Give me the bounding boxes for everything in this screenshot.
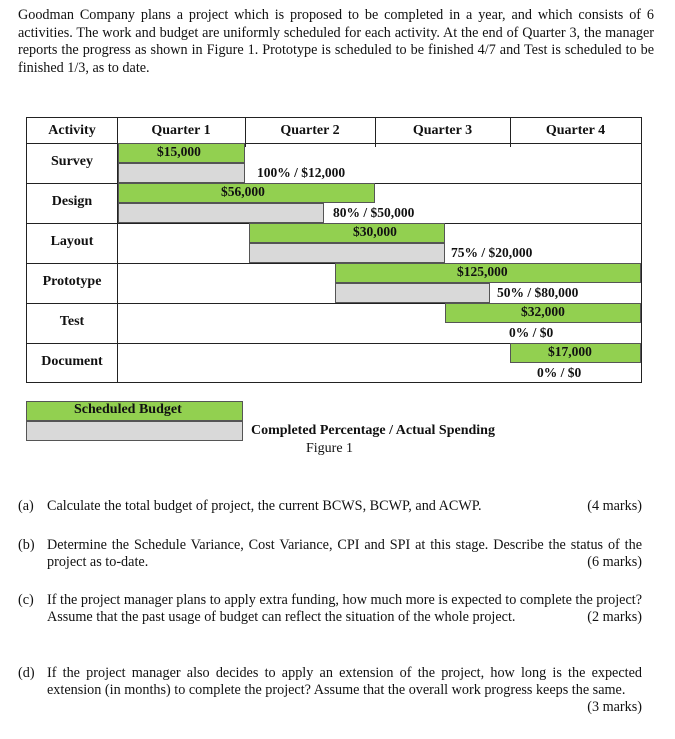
activity-survey: Survey [51, 154, 93, 169]
layout-budget-label: $30,000 [353, 224, 397, 239]
quarter-4-header: Quarter 4 [545, 123, 606, 138]
design-budget-label: $56,000 [221, 184, 265, 199]
activity-design: Design [51, 194, 93, 209]
question-marks: (2 marks) [587, 609, 642, 625]
question-text: If the project manager also decides to apply an extension of the project, how long is the expected extension (in months) to complete the project? Assume that the overall work progress keeps the same. [47, 665, 642, 698]
activity-header: Activity [48, 123, 96, 138]
activity-prototype: Prototype [42, 274, 102, 289]
document-budget-label: $17,000 [548, 344, 592, 359]
question-text: Determine the Schedule Variance, Cost Variance, CPI and SPI at this stage. Describe the status of the project as to-date. [47, 537, 642, 570]
question-label: (b) [18, 537, 35, 553]
question-label: (c) [18, 592, 34, 608]
layout-completed-bar [249, 243, 445, 263]
figure-caption: Figure 1 [306, 441, 354, 456]
question-label: (a) [18, 498, 34, 514]
survey-completed-bar [118, 163, 245, 183]
legend-scheduled-label: Scheduled Budget [74, 402, 182, 417]
question-marks: (4 marks) [587, 498, 642, 514]
question-label: (d) [18, 665, 35, 681]
quarter-2-header: Quarter 2 [280, 123, 340, 138]
survey-budget-label: $15,000 [157, 144, 201, 159]
question-a [18, 498, 642, 515]
legend-completed-swatch [26, 421, 243, 441]
document-status-label: 0% / $0 [537, 365, 582, 380]
survey-status-label: 100% / $12,000 [257, 165, 346, 180]
activity-test: Test [59, 314, 85, 329]
prototype-status-label: 50% / $80,000 [497, 285, 579, 300]
test-budget-label: $32,000 [521, 304, 565, 319]
layout-status-label: 75% / $20,000 [451, 245, 533, 260]
activity-document: Document [41, 354, 103, 369]
question-marks: (6 marks) [587, 554, 642, 570]
test-status-label: 0% / $0 [509, 325, 554, 340]
question-c [18, 592, 642, 626]
design-completed-bar [118, 203, 324, 223]
quarter-1-header: Quarter 1 [151, 123, 211, 138]
layout-scheduled-bar [249, 223, 445, 243]
prototype-completed-bar [335, 283, 490, 303]
prototype-budget-label: $125,000 [457, 264, 508, 279]
gantt-chart [26, 117, 642, 383]
question-marks: (3 marks) [587, 699, 642, 715]
question-b [18, 537, 642, 571]
activity-layout: Layout [50, 234, 94, 249]
question-text: Calculate the total budget of project, the current BCWS, BCWP, and ACWP. [47, 498, 482, 514]
quarter-3-header: Quarter 3 [412, 123, 473, 138]
question-d [18, 665, 642, 716]
design-status-label: 80% / $50,000 [333, 205, 415, 220]
intro-paragraph: Goodman Company plans a project which is proposed to be completed in a year, and which consists of 6 activities. The work and budget are uniformly scheduled for each activity. At the end of Quarter 3, the manager reports the progress as shown in Figure 1. Prototype is scheduled to be finished 4/7 and Test is scheduled to be finished 1/3, as to date. [18, 7, 654, 76]
legend-completed-label: Completed Percentage / Actual Spending [251, 423, 495, 438]
question-text: If the project manager plans to apply extra funding, how much more is expected to complete the project? Assume that the past usage of budget can reflect the situation of the whole project. [47, 592, 642, 625]
